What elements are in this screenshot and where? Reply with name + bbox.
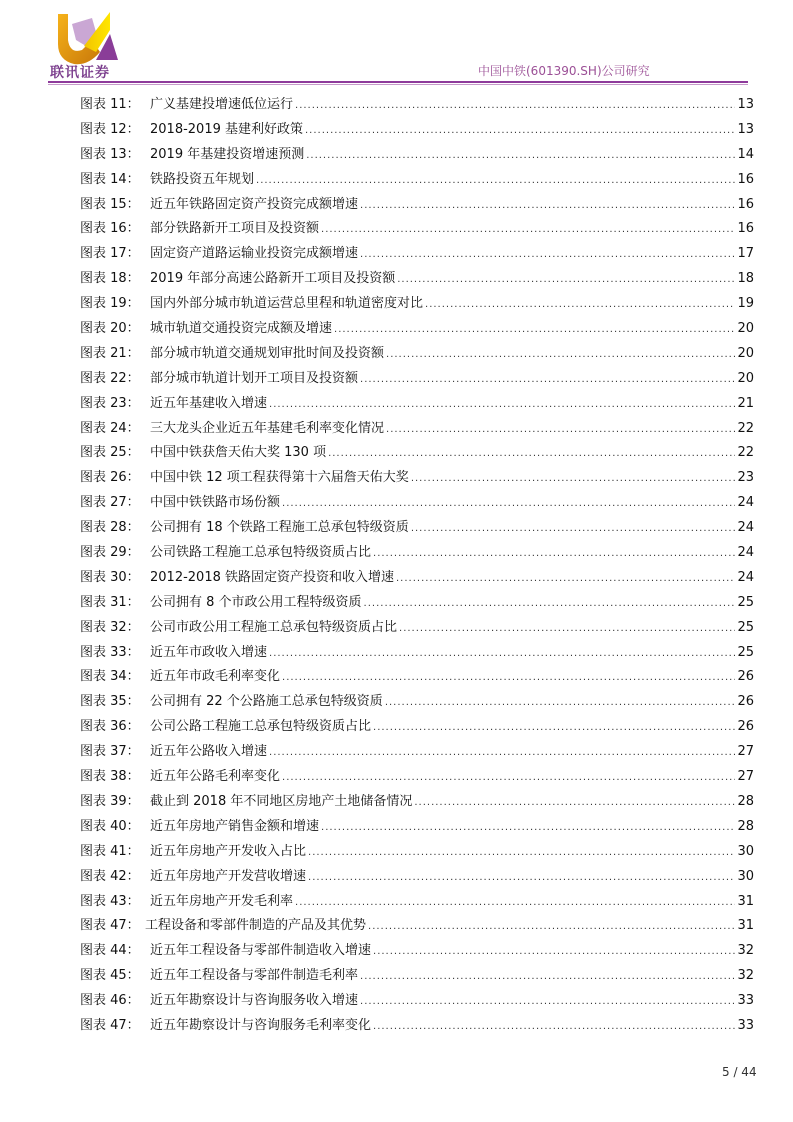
toc-entry[interactable] <box>80 118 754 143</box>
toc-entry[interactable] <box>80 441 754 466</box>
figure-title: 三大龙头企业近五年基建毛利率变化情况 <box>150 420 385 436</box>
figure-label: 图表 20： <box>80 321 140 337</box>
page-ref: 27 <box>737 744 754 760</box>
toc-entry[interactable] <box>80 591 754 616</box>
leader-dots <box>282 766 735 791</box>
figure-title: 近五年房地产开发营收增速 <box>150 868 307 884</box>
leader-dots <box>269 393 735 418</box>
page-ref: 22 <box>737 420 754 436</box>
figure-title: 近五年勘察设计与咨询服务毛利率变化 <box>150 1017 372 1033</box>
page-ref: 20 <box>737 370 754 386</box>
page-ref: 16 <box>737 196 754 212</box>
page-ref: 18 <box>737 271 754 287</box>
figure-label: 图表 26： <box>80 470 140 486</box>
page-ref: 24 <box>737 495 754 511</box>
figure-title: 中国中铁铁路市场份额 <box>150 495 281 511</box>
leader-dots <box>360 194 735 219</box>
page-ref: 26 <box>737 694 754 710</box>
figure-title: 部分铁路新开工项目及投资额 <box>150 221 320 237</box>
figure-title: 近五年工程设备与零部件制造收入增速 <box>150 943 372 959</box>
figure-label: 图表 34： <box>80 669 140 685</box>
page-ref: 31 <box>737 918 754 934</box>
toc-entry[interactable] <box>80 616 754 641</box>
figure-label: 图表 22： <box>80 370 140 386</box>
page-ref: 27 <box>737 769 754 785</box>
figure-title: 城市轨道交通投资完成额及增速 <box>150 321 333 337</box>
leader-dots <box>360 990 735 1015</box>
toc-entry[interactable] <box>80 690 754 715</box>
page-ref: 13 <box>737 97 754 112</box>
toc-entry[interactable] <box>80 566 754 591</box>
table-of-figures <box>80 93 754 1039</box>
figure-label: 图表 27： <box>80 495 140 511</box>
figure-label: 图表 46： <box>80 993 140 1009</box>
figure-label: 图表 15： <box>80 196 140 212</box>
toc-entry[interactable] <box>80 765 754 790</box>
figure-label: 图表 35： <box>80 694 140 710</box>
figure-title: 广义基建投增速低位运行 <box>150 97 294 112</box>
leader-dots <box>256 169 735 194</box>
figure-label: 图表 36： <box>80 719 140 735</box>
figure-label: 图表 29： <box>80 545 140 561</box>
leader-dots <box>373 1015 735 1040</box>
leader-dots <box>399 617 735 642</box>
leader-dots <box>321 816 735 841</box>
toc-entry[interactable] <box>80 292 754 317</box>
figure-label: 图表 12： <box>80 121 140 137</box>
figure-title: 部分城市轨道交通规划审批时间及投资额 <box>150 345 385 361</box>
leader-dots <box>282 492 735 517</box>
toc-entry[interactable] <box>80 367 754 392</box>
figure-title: 近五年房地产开发收入占比 <box>150 843 307 859</box>
toc-entry[interactable] <box>80 989 754 1014</box>
leader-dots <box>328 442 735 467</box>
figure-label: 图表 14： <box>80 171 140 187</box>
figure-title: 近五年市政毛利率变化 <box>150 669 281 685</box>
leader-dots <box>269 642 735 667</box>
page-ref: 14 <box>737 146 754 162</box>
page-ref: 30 <box>737 868 754 884</box>
figure-title: 近五年房地产销售金额和增速 <box>150 818 320 834</box>
header-title: 中国中铁(601390.SH)公司研究 <box>478 64 650 78</box>
figure-label: 图表 47： <box>80 918 140 934</box>
toc-entry[interactable] <box>80 939 754 964</box>
leader-dots <box>305 119 735 144</box>
toc-entry[interactable] <box>80 143 754 168</box>
figure-title: 公司拥有 22 个公路施工总承包特级资质 <box>150 694 383 710</box>
figure-label: 图表 18： <box>80 271 140 287</box>
toc-entry[interactable] <box>80 914 754 939</box>
figure-title: 近五年公路收入增速 <box>150 744 268 760</box>
figure-title: 中国中铁获詹天佑大奖 130 项 <box>150 445 327 461</box>
toc-entry[interactable] <box>80 740 754 765</box>
page-ref: 24 <box>737 520 754 536</box>
leader-dots <box>385 691 736 716</box>
figure-label: 图表 16： <box>80 221 140 237</box>
page-ref: 28 <box>737 793 754 809</box>
page-ref: 22 <box>737 445 754 461</box>
page-ref: 25 <box>737 619 754 635</box>
toc-entry[interactable] <box>80 541 754 566</box>
figure-label: 图表 31： <box>80 594 140 610</box>
toc-entry[interactable] <box>80 342 754 367</box>
toc-entry[interactable] <box>80 168 754 193</box>
figure-title: 2018-2019 基建利好政策 <box>150 121 303 137</box>
leader-dots <box>269 741 735 766</box>
page-ref: 16 <box>737 171 754 187</box>
toc-entry[interactable] <box>80 865 754 890</box>
page-ref: 26 <box>737 669 754 685</box>
page-ref: 28 <box>737 818 754 834</box>
figure-label: 图表 24： <box>80 420 140 436</box>
toc-entry[interactable] <box>80 317 754 342</box>
figure-title: 公司铁路工程施工总承包特级资质占比 <box>150 545 372 561</box>
figure-label: 图表 45： <box>80 968 140 984</box>
figure-title: 近五年基建收入增速 <box>150 395 268 411</box>
leader-dots <box>360 243 735 268</box>
figure-title: 2012-2018 铁路固定资产投资和收入增速 <box>150 569 394 585</box>
page-ref: 32 <box>737 943 754 959</box>
figure-label: 图表 43： <box>80 893 140 909</box>
figure-label: 图表 11： <box>80 97 140 112</box>
page-ref: 23 <box>737 470 754 486</box>
toc-entry[interactable] <box>80 491 754 516</box>
page-ref: 20 <box>737 321 754 337</box>
figure-title: 部分城市轨道计划开工项目及投资额 <box>150 370 359 386</box>
leader-dots <box>308 841 735 866</box>
figure-label: 图表 17： <box>80 246 140 262</box>
leader-dots <box>308 866 735 891</box>
figure-title: 公司拥有 18 个铁路工程施工总承包特级资质 <box>150 520 409 536</box>
figure-label: 图表 32： <box>80 619 140 635</box>
toc-entry[interactable] <box>80 392 754 417</box>
leader-dots <box>368 915 735 940</box>
figure-title: 固定资产道路运输业投资完成额增速 <box>150 246 359 262</box>
page-ref: 32 <box>737 968 754 984</box>
figure-label: 图表 28： <box>80 520 140 536</box>
figure-label: 图表 30： <box>80 569 140 585</box>
toc-entry[interactable] <box>80 417 754 442</box>
leader-dots <box>373 940 735 965</box>
leader-dots <box>396 567 735 592</box>
toc-entry[interactable] <box>80 815 754 840</box>
header-divider <box>48 81 748 83</box>
figure-title: 公司公路工程施工总承包特级资质占比 <box>150 719 372 735</box>
figure-label: 图表 25： <box>80 445 140 461</box>
figure-title: 铁路投资五年规划 <box>150 171 255 187</box>
figure-label: 图表 23： <box>80 395 140 411</box>
page-ref: 13 <box>737 121 754 137</box>
leader-dots <box>360 965 735 990</box>
leader-dots <box>295 891 735 916</box>
logo-text: 联讯证券 <box>50 65 110 81</box>
toc-entry[interactable] <box>80 267 754 292</box>
page-ref: 16 <box>737 221 754 237</box>
figure-label: 图表 33： <box>80 644 140 660</box>
toc-entry[interactable] <box>80 715 754 740</box>
leader-dots <box>321 218 735 243</box>
leader-dots <box>334 318 735 343</box>
figure-label: 图表 37： <box>80 744 140 760</box>
figure-title: 公司市政公用工程施工总承包特级资质占比 <box>150 619 398 635</box>
toc-entry[interactable] <box>80 217 754 242</box>
toc-entry[interactable] <box>80 93 754 118</box>
page-ref: 25 <box>737 594 754 610</box>
leader-dots <box>373 542 735 567</box>
leader-dots <box>295 94 735 119</box>
page-ref: 31 <box>737 893 754 909</box>
toc-entry[interactable] <box>80 840 754 865</box>
toc-entry[interactable] <box>80 242 754 267</box>
toc-entry[interactable] <box>80 1014 754 1039</box>
page-ref: 20 <box>737 345 754 361</box>
figure-label: 图表 40： <box>80 818 140 834</box>
figure-title: 2019 年基建投资增速预测 <box>150 146 305 162</box>
toc-entry[interactable] <box>80 790 754 815</box>
page-ref: 24 <box>737 545 754 561</box>
page-ref: 33 <box>737 1017 754 1033</box>
toc-entry[interactable] <box>80 516 754 541</box>
leader-dots <box>282 666 735 691</box>
header-divider-thin <box>48 84 748 85</box>
leader-dots <box>411 467 736 492</box>
figure-title: 公司拥有 8 个市政公用工程特级资质 <box>150 594 362 610</box>
toc-entry[interactable] <box>80 641 754 666</box>
figure-title: 2019 年部分高速公路新开工项目及投资额 <box>150 271 396 287</box>
leader-dots <box>411 517 736 542</box>
figure-title: 近五年工程设备与零部件制造毛利率 <box>150 968 359 984</box>
page-ref: 19 <box>737 296 754 312</box>
toc-entry[interactable] <box>80 665 754 690</box>
page-ref: 24 <box>737 569 754 585</box>
page-ref: 17 <box>737 246 754 262</box>
leader-dots <box>373 716 735 741</box>
leader-dots <box>364 592 736 617</box>
figure-title: 近五年铁路固定资产投资完成额增速 <box>150 196 359 212</box>
page-ref: 26 <box>737 719 754 735</box>
leader-dots <box>397 268 735 293</box>
figure-label: 图表 44： <box>80 943 140 959</box>
figure-label: 图表 19： <box>80 296 140 312</box>
page-number: 5 / 44 <box>722 1065 757 1079</box>
leader-dots <box>414 791 735 816</box>
figure-title: 国内外部分城市轨道运营总里程和轨道密度对比 <box>150 296 424 312</box>
figure-label: 图表 42： <box>80 868 140 884</box>
leader-dots <box>425 293 735 318</box>
page-ref: 21 <box>737 395 754 411</box>
figure-title: 近五年市政收入增速 <box>150 644 268 660</box>
toc-entry[interactable] <box>80 466 754 491</box>
figure-title: 工程设备和零部件制造的产品及其优势 <box>145 918 367 934</box>
leader-dots <box>386 418 735 443</box>
toc-entry[interactable] <box>80 964 754 989</box>
leader-dots <box>386 343 735 368</box>
figure-title: 截止到 2018 年不同地区房地产土地储备情况 <box>150 793 413 809</box>
figure-title: 近五年勘察设计与咨询服务收入增速 <box>150 993 359 1009</box>
figure-label: 图表 47： <box>80 1017 140 1033</box>
toc-entry[interactable] <box>80 193 754 218</box>
figure-title: 近五年公路毛利率变化 <box>150 769 281 785</box>
leader-dots <box>306 144 735 169</box>
figure-label: 图表 41： <box>80 843 140 859</box>
figure-title: 中国中铁 12 项工程获得第十六届詹天佑大奖 <box>150 470 409 486</box>
figure-label: 图表 38： <box>80 769 140 785</box>
figure-label: 图表 13： <box>80 146 140 162</box>
page-ref: 25 <box>737 644 754 660</box>
figure-label: 图表 21： <box>80 345 140 361</box>
figure-title: 近五年房地产开发毛利率 <box>150 893 294 909</box>
page-ref: 33 <box>737 993 754 1009</box>
page-ref: 30 <box>737 843 754 859</box>
toc-entry[interactable] <box>80 890 754 915</box>
figure-label: 图表 39： <box>80 793 140 809</box>
leader-dots <box>360 368 735 393</box>
